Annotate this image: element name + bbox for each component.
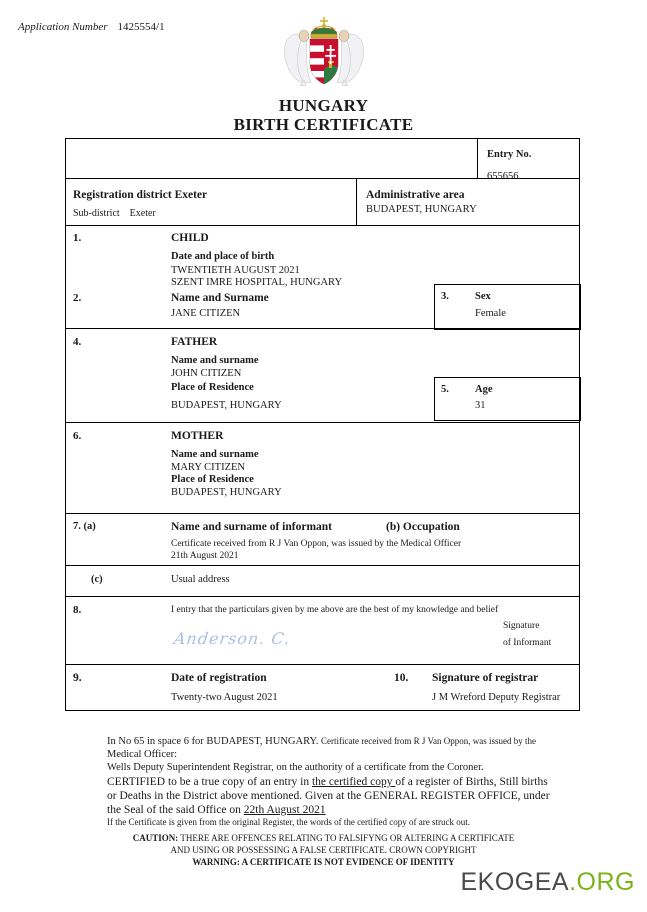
registration-district-label: Registration district Exeter — [73, 189, 208, 201]
caution-label: CAUTION: — [132, 833, 179, 843]
hungary-coat-of-arms-icon — [273, 12, 375, 94]
registration-date-value: Twenty-two August 2021 — [171, 692, 278, 703]
child-dob-label: Date and place of birth — [171, 251, 275, 262]
entry-number-value: 655656 — [487, 171, 519, 182]
brand-watermark — [461, 868, 636, 897]
footer-certification-text — [107, 736, 567, 828]
mother-section-title: MOTHER — [171, 430, 224, 442]
child-name-section-number: 2. — [73, 292, 82, 304]
registrar-section-number: 10. — [394, 672, 409, 684]
caution-notice — [0, 833, 647, 869]
table-row-usual-address — [66, 566, 579, 597]
child-section-title: CHILD — [171, 232, 209, 244]
caution-line-1-text: THERE ARE OFFENCES RELATING TO FALSIFYNG OR ALTERING A CERTIFICATE — [178, 833, 515, 843]
registration-section-number: 9. — [73, 672, 82, 684]
footer-line-3: Wells Deputy Superintendent Registrar, on the authority of a certificate from the Coroner. — [107, 761, 484, 773]
mother-name-label: Name and surname — [171, 449, 259, 460]
table-row-declaration — [66, 597, 579, 665]
page-title-country: HUNGARY — [278, 96, 369, 115]
registrar-signature-value: J M Wreford Deputy Registrar — [432, 692, 561, 703]
registration-date-label: Date of registration — [171, 672, 267, 684]
footer-line-4-part-a: CERTIFIED to be a true copy of an entry in — [107, 775, 312, 788]
table-row-father — [66, 329, 579, 423]
administrative-area-cell — [356, 179, 579, 225]
entry-number-label: Entry No. — [487, 149, 532, 160]
footer-line-4 — [107, 775, 567, 789]
entry-number-cell — [477, 139, 579, 182]
child-name-value: JANE CITIZEN — [171, 308, 241, 319]
father-section-number: 4. — [73, 336, 82, 348]
registration-district-cell — [66, 179, 356, 225]
child-name-label: Name and Surname — [171, 292, 269, 304]
footer-seal-date: 22th August 2021 — [243, 804, 326, 816]
footer-line-6 — [107, 803, 567, 817]
informant-section-number: 7. (a) — [73, 521, 96, 532]
caution-line-2: AND USING OR POSSESSING A FALSE CERTIFICATE. CROWN COPYRIGHT — [170, 844, 477, 855]
father-residence-value: BUDAPEST, HUNGARY — [171, 400, 282, 411]
brand-name: EKOGEA — [460, 868, 570, 896]
caution-line-1 — [0, 833, 647, 845]
footer-line-1-part-b: Certificate received from R J Van Oppon, was issued by the — [320, 736, 537, 746]
footer-line-7: If the Certificate is given from the original Register, the words of the certified copy of are struck out. — [107, 817, 471, 828]
informant-detail-line-1: Certificate received from R J Van Oppon, was issued by the Medical Officer — [171, 539, 462, 549]
footer-line-1-part-a: In No 65 in space 6 for BUDAPEST, HUNGARY. — [107, 736, 319, 747]
sub-district-value: Exeter — [129, 208, 156, 219]
usual-address-label: Usual address — [171, 574, 230, 585]
page-title-document: BIRTH CERTIFICATE — [233, 115, 414, 134]
table-row-mother — [66, 423, 579, 514]
administrative-area-label: Administrative area — [366, 189, 465, 201]
footer-line-2: Medical Officer: — [107, 748, 178, 760]
father-age-label: Age — [475, 384, 493, 395]
signature-label-line-1: Signature — [503, 621, 540, 631]
informant-name-label: Name and surname of informant — [171, 521, 332, 533]
father-name-label: Name and surname — [171, 355, 259, 366]
father-residence-label: Place of Residence — [171, 382, 254, 393]
child-sex-cell — [434, 284, 581, 330]
table-row-child — [66, 226, 579, 329]
application-number-label: Application Number — [18, 21, 108, 33]
caution-warning-line: WARNING: A CERTIFICATE IS NOT EVIDENCE OF IDENTITY — [192, 856, 455, 867]
father-name-value: JOHN CITIZEN — [171, 368, 242, 379]
footer-line-6-part-a: the Seal of the said Office on — [107, 804, 244, 816]
sub-district — [73, 208, 156, 219]
declaration-section-number: 8. — [73, 604, 82, 616]
application-number — [18, 21, 165, 33]
footer-line-1 — [107, 736, 567, 749]
child-birthplace-value: SZENT IMRE HOSPITAL, HUNGARY — [171, 277, 343, 288]
table-row-district — [66, 179, 579, 226]
mother-residence-value: BUDAPEST, HUNGARY — [171, 487, 282, 498]
registrar-signature-label: Signature of registrar — [432, 672, 539, 684]
child-dob-value: TWENTIETH AUGUST 2021 — [171, 265, 300, 276]
declaration-text: I entry that the particulars given by me above are the best of my knowledge and belief — [171, 605, 499, 615]
father-section-title: FATHER — [171, 336, 218, 348]
table-row-informant — [66, 514, 579, 566]
child-sex-section-number: 3. — [441, 291, 449, 302]
father-age-value: 31 — [475, 400, 486, 411]
table-row-registration — [66, 665, 579, 710]
mother-name-value: MARY CITIZEN — [171, 462, 245, 473]
child-sex-label: Sex — [475, 291, 491, 302]
application-number-value: 1425554/1 — [117, 21, 165, 33]
father-age-section-number: 5. — [441, 384, 449, 395]
informant-signature: Anderson. C. — [172, 629, 292, 648]
sub-district-label: Sub-district — [73, 208, 120, 219]
brand-tld: .ORG — [569, 868, 635, 896]
usual-address-section-number: (c) — [91, 574, 103, 585]
signature-label-line-2: of Informant — [503, 638, 552, 648]
informant-detail-line-2: 21th August 2021 — [171, 551, 239, 561]
child-section-number: 1. — [73, 232, 82, 244]
informant-occupation-label: (b) Occupation — [386, 521, 460, 533]
administrative-area-value: BUDAPEST, HUNGARY — [366, 204, 477, 215]
father-age-cell — [434, 377, 581, 421]
table-row-entry-number — [66, 139, 579, 182]
mother-section-number: 6. — [73, 430, 82, 442]
footer-line-4-part-b: of a register of Births, Still births — [395, 775, 548, 788]
footer-line-5: or Deaths in the District above mentioned. Given at the GENERAL REGISTER OFFICE, under — [107, 789, 550, 802]
footer-line-4-underlined: the certified copy — [311, 775, 396, 788]
mother-residence-label: Place of Residence — [171, 474, 254, 485]
certificate-table — [65, 138, 580, 711]
child-sex-value: Female — [475, 308, 506, 319]
